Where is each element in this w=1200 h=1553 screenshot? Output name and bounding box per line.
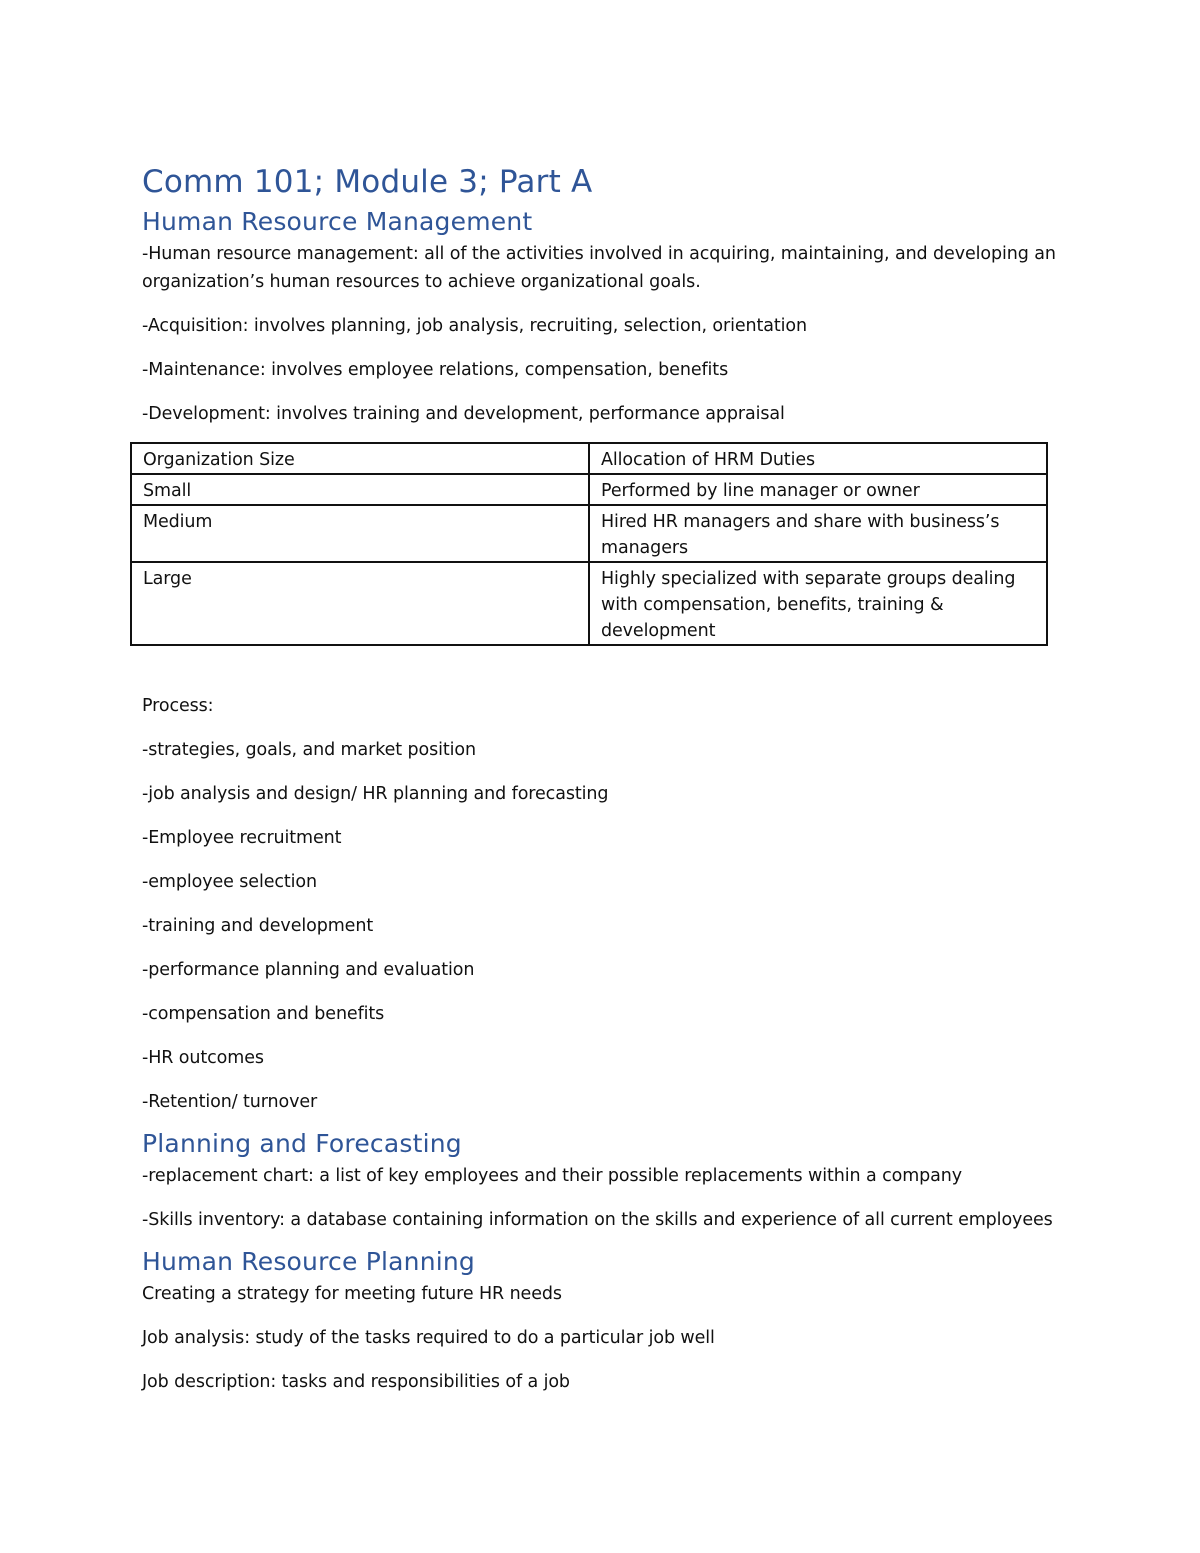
heading-hr-planning: Human Resource Planning [142, 1247, 475, 1276]
document-title: Comm 101; Module 3; Part A [142, 164, 593, 200]
paragraph-strategy: Creating a strategy for meeting future HR needs [142, 1284, 562, 1304]
paragraph-development: -Development: involves training and development, performance appraisal [142, 404, 785, 424]
process-item: -HR outcomes [142, 1048, 264, 1068]
heading-planning-forecasting: Planning and Forecasting [142, 1129, 462, 1158]
process-item: -strategies, goals, and market position [142, 740, 477, 760]
process-item: -compensation and benefits [142, 1004, 385, 1024]
hrm-allocation-table [130, 442, 1048, 646]
paragraph-replacement-chart: -replacement chart: a list of key employees and their possible replacements within a company [142, 1166, 963, 1186]
heading-hrm: Human Resource Management [142, 207, 533, 236]
process-label: Process: [142, 696, 214, 716]
document-page [142, 160, 1062, 1412]
paragraph-job-description: Job description: tasks and responsibilities of a job [142, 1372, 570, 1392]
spacer [142, 646, 1062, 692]
paragraph-maintenance: -Maintenance: involves employee relations, compensation, benefits [142, 360, 729, 380]
table-cell: Small [131, 474, 589, 505]
table-header-row [131, 443, 1047, 474]
paragraph-acquisition: -Acquisition: involves planning, job analysis, recruiting, selection, orientation [142, 316, 808, 336]
process-item: -Retention/ turnover [142, 1092, 318, 1112]
process-item: -employee selection [142, 872, 318, 892]
paragraph-skills-inventory: -Skills inventory: a database containing information on the skills and experience of all current employees [142, 1210, 1053, 1230]
table-header-cell: Organization Size [131, 443, 589, 474]
process-item: -performance planning and evaluation [142, 960, 475, 980]
paragraph-job-analysis: Job analysis: study of the tasks required to do a particular job well [142, 1328, 715, 1348]
table-cell: Large [131, 562, 589, 645]
table-cell: Medium [131, 505, 589, 562]
process-item: -job analysis and design/ HR planning and forecasting [142, 784, 609, 804]
table-row [131, 562, 1047, 645]
table-header-cell: Allocation of HRM Duties [589, 443, 1047, 474]
process-item: -Employee recruitment [142, 828, 342, 848]
table-row [131, 505, 1047, 562]
process-item: -training and development [142, 916, 374, 936]
table-cell: Performed by line manager or owner [589, 474, 1047, 505]
table-cell: Hired HR managers and share with business’s managers [589, 505, 1047, 562]
table-cell: Highly specialized with separate groups dealing with compensation, benefits, training & development [589, 562, 1047, 645]
paragraph-hrm-definition: -Human resource management: all of the activities involved in acquiring, maintaining, and developing an organization’s human resources to achieve organizational goals. [142, 244, 1056, 292]
table-row [131, 474, 1047, 505]
